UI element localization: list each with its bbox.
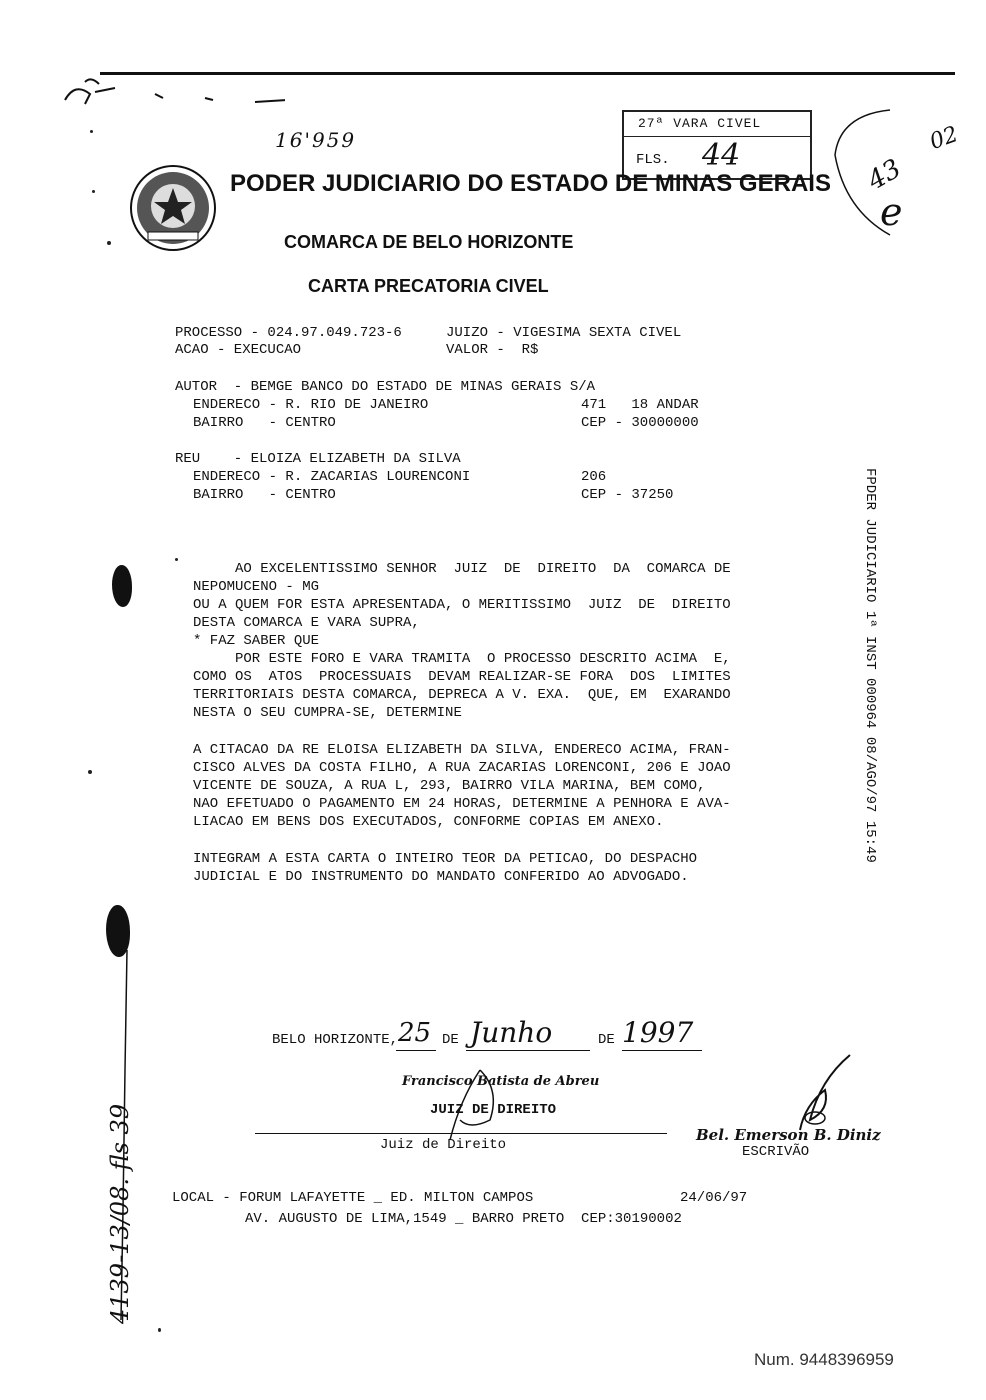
speck xyxy=(107,241,111,245)
reu-name: REU - ELOIZA ELIZABETH DA SILVA xyxy=(175,451,461,467)
judge-label: Juiz de Direito xyxy=(380,1137,507,1153)
body-line: A CITACAO DA RE ELOISA ELIZABETH DA SILVA, ENDERECO ACIMA, FRAN- xyxy=(193,742,731,758)
body-line: CISCO ALVES DA COSTA FILHO, A RUA ZACARIAS LORENCONI, 206 E JOAO xyxy=(193,760,731,776)
handwritten-number: 16'959 xyxy=(275,128,357,152)
punch-hole-mark xyxy=(112,565,132,607)
corner-mark-top-right: 02 xyxy=(926,121,962,156)
footer-address: AV. AUGUSTO DE LIMA,1549 _ BARRO PRETO CEP:30190002 xyxy=(245,1211,682,1227)
corner-circle-mark xyxy=(830,100,980,250)
coat-of-arms-icon xyxy=(128,162,218,254)
stamp-fls-label: FLS. xyxy=(636,152,670,168)
valor: VALOR - R$ xyxy=(446,342,539,358)
corner-mark-initials: e xyxy=(880,190,903,234)
body-paragraph-2 xyxy=(193,741,731,831)
body-line: NAO EFETUADO O PAGAMENTO EM 24 HORAS, DETERMINE A PENHORA E AVA- xyxy=(193,796,731,812)
page-title: PODER JUDICIARIO DO ESTADO DE MINAS GERAIS xyxy=(230,170,831,197)
processo-number: PROCESSO - 024.97.049.723-6 xyxy=(175,325,402,341)
speck xyxy=(158,1328,161,1332)
autor-bairro: BAIRRO - CENTRO xyxy=(193,415,336,431)
judge-stamp: JUIZ DE DIREITO xyxy=(430,1102,557,1118)
clerk-signature: Bel. Emerson B. Diniz xyxy=(696,1126,881,1144)
date-year: 1997 xyxy=(622,1016,694,1049)
juizo: JUIZO - VIGESIMA SEXTA CIVEL xyxy=(446,325,682,341)
autor-cep: CEP - 30000000 xyxy=(581,415,699,431)
comarca-heading: COMARCA DE BELO HORIZONTE xyxy=(284,232,574,252)
body-paragraph-3 xyxy=(193,850,697,886)
body-line: COMO OS ATOS PROCESSUAIS DEVAM REALIZAR-SE FORA DOS LIMITES xyxy=(193,669,731,685)
date-de-2: DE xyxy=(598,1032,615,1048)
body-line: AO EXCELENTISSIMO SENHOR JUIZ DE DIREITO DA COMARCA DE xyxy=(193,561,731,577)
judge-signature: Francisco Batista de Abreu xyxy=(402,1074,600,1089)
speck xyxy=(175,558,178,561)
speck xyxy=(88,770,92,774)
date-de-1: DE xyxy=(442,1032,459,1048)
reu-numero: 206 xyxy=(581,469,607,485)
document-number: Num. 9448396959 xyxy=(754,1350,894,1369)
judge-signature-stroke xyxy=(420,1060,560,1150)
stamp-line1: 27ª VARA CIVEL xyxy=(638,116,762,131)
body-line: LIACAO EM BENS DOS EXECUTADOS, CONFORME COPIAS EM ANEXO. xyxy=(193,814,664,830)
month-underline xyxy=(466,1050,590,1051)
date-city: BELO HORIZONTE, xyxy=(272,1032,399,1048)
document-type: CARTA PRECATORIA CIVEL xyxy=(308,276,549,296)
body-line: POR ESTE FORO E VARA TRAMITA O PROCESSO DESCRITO ACIMA E, xyxy=(193,651,731,667)
body-line: NEPOMUCENO - MG xyxy=(193,579,320,595)
body-line: NESTA O SEU CUMPRA-SE, DETERMINE xyxy=(193,705,462,721)
body-line: JUDICIAL E DO INSTRUMENTO DO MANDATO CONFERIDO AO ADVOGADO. xyxy=(193,869,689,885)
autor-endereco: ENDERECO - R. RIO DE JANEIRO xyxy=(193,397,429,413)
body-line: VICENTE DE SOUZA, A RUA L, 293, BAIRRO VILA MARINA, BEM COMO, xyxy=(193,778,706,794)
date-day: 25 xyxy=(398,1018,432,1048)
footer-local: LOCAL - FORUM LAFAYETTE _ ED. MILTON CAMPOS xyxy=(172,1190,534,1206)
body-line: DESTA COMARCA E VARA SUPRA, xyxy=(193,615,420,631)
body-line: * FAZ SABER QUE xyxy=(193,633,320,649)
reu-endereco: ENDERECO - R. ZACARIAS LOURENCONI xyxy=(193,469,471,485)
year-underline xyxy=(622,1050,702,1051)
speck xyxy=(92,190,95,193)
body-line: OU A QUEM FOR ESTA APRESENTADA, O MERITISSIMO JUIZ DE DIREITO xyxy=(193,597,731,613)
body-line: INTEGRAM A ESTA CARTA O INTEIRO TEOR DA PETICAO, DO DESPACHO xyxy=(193,851,698,867)
corner-mark-43: 43 xyxy=(862,153,907,197)
body-paragraph-1 xyxy=(193,560,731,722)
acao: ACAO - EXECUCAO xyxy=(175,342,302,358)
date-underline xyxy=(396,1050,436,1051)
reu-cep: CEP - 37250 xyxy=(581,487,674,503)
margin-note: 4139-13/08. fls 39 xyxy=(106,1103,134,1324)
stamp-fls-value: 44 xyxy=(702,138,741,173)
footer-date: 24/06/97 xyxy=(680,1190,748,1206)
speck xyxy=(90,130,93,133)
body-line: TERRITORIAIS DESTA COMARCA, DEPRECA A V. EXA. QUE, EM EXARANDO xyxy=(193,687,731,703)
side-receipt-stamp: FPDER JUDICIARIO 1ª INST 000964 08/AGO/97 15:49 xyxy=(862,468,878,863)
clerk-label: ESCRIVÃO xyxy=(742,1144,810,1160)
autor-numero: 471 18 ANDAR xyxy=(581,397,699,413)
autor-name: AUTOR - BEMGE BANCO DO ESTADO DE MINAS GERAIS S/A xyxy=(175,379,596,395)
date-month: Junho xyxy=(470,1016,553,1049)
reu-bairro: BAIRRO - CENTRO xyxy=(193,487,336,503)
top-left-scribble xyxy=(55,72,285,112)
